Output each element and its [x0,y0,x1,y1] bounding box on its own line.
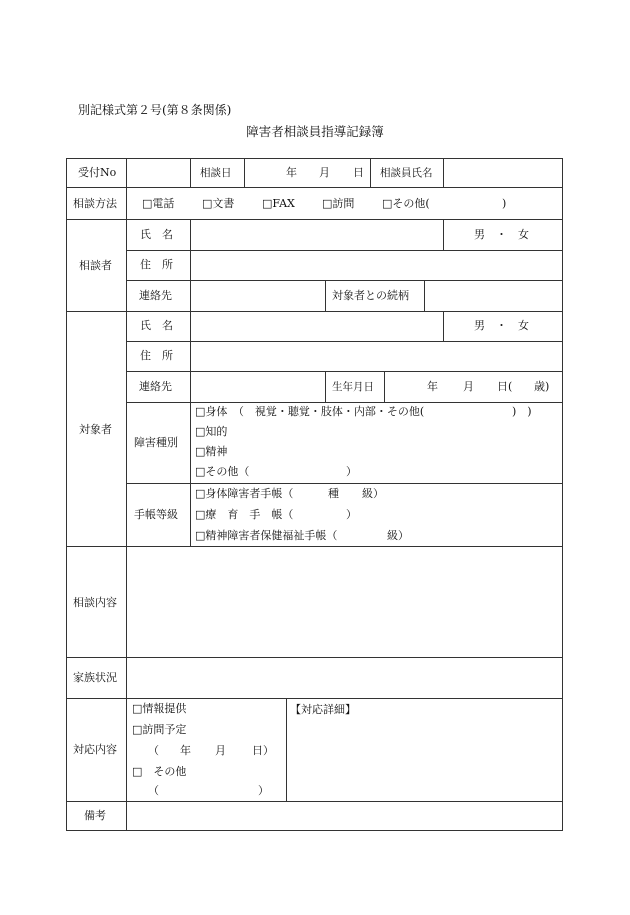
method-label: 相談方法 [73,197,117,210]
handbook-physical-checkbox[interactable]: □身体障害者手帳（ [195,487,294,500]
response-visit-month: 月 [215,744,226,757]
subject-name-label: 氏 名 [140,319,173,332]
consultant-name-label: 氏 名 [140,228,173,241]
consultant-section-label: 相談者 [79,259,112,272]
handbook-mental-grade: 級） [387,529,409,542]
response-other-checkbox[interactable]: □ その他 [132,765,187,778]
response-label: 対応内容 [73,743,117,756]
subject-birth-day: 日( [497,380,513,393]
content-field[interactable] [126,546,563,658]
response-other-paren-open: （ [148,784,159,797]
handbook-label: 手帳等級 [134,508,178,521]
counselor-name-field[interactable] [443,158,563,188]
subject-contact-label: 連絡先 [139,380,172,393]
reception-no-field[interactable] [126,158,191,188]
consult-date-year: 年 [286,166,297,179]
response-visit-checkbox[interactable]: □訪問予定 [132,723,187,736]
disability-intellectual-checkbox[interactable]: □知的 [195,425,228,438]
consult-date-day: 日 [353,166,364,179]
handbook-mental-checkbox[interactable]: □精神障害者保健福祉手帳（ [195,529,338,542]
subject-birth-label: 生年月日 [332,381,374,393]
response-visit-year: 年 [180,744,191,757]
form-reference: 別記様式第２号(第８条関係) [78,103,232,117]
response-visit-day: 日） [252,744,274,757]
content-label: 相談内容 [73,596,117,609]
method-phone-checkbox[interactable]: □電話 [142,197,175,210]
subject-address-label: 住 所 [140,349,173,362]
consultant-relation-label: 対象者との続柄 [332,289,409,302]
consult-date-month: 月 [319,166,330,179]
handbook-physical-type: 種 [328,487,339,500]
disability-other-checkbox[interactable]: □その他（ [195,465,250,478]
method-other-close: ) [502,197,507,210]
disability-physical-checkbox[interactable]: □身体 （ 視覚・聴覚・肢体・内部・その他( [195,405,425,418]
subject-contact-field[interactable] [190,371,326,403]
method-letter-checkbox[interactable]: □文書 [202,197,235,210]
family-label: 家族状況 [73,671,117,684]
subject-birth-year: 年 [427,380,438,393]
consultant-name-field[interactable] [190,219,444,251]
consultant-contact-label: 連絡先 [139,289,172,302]
consultant-contact-field[interactable] [190,280,326,312]
method-visit-checkbox[interactable]: □訪問 [322,197,355,210]
handbook-rehab-close: ） [346,508,357,521]
counselor-name-label: 相談員氏名 [380,167,433,179]
handbook-physical-grade: 級） [362,487,384,500]
disability-other-close: ） [346,465,357,478]
disability-physical-close: ) ) [512,405,532,418]
subject-name-field[interactable] [190,311,444,342]
response-details-label: 【対応詳細】 [290,703,356,716]
consultant-address-field[interactable] [190,250,563,281]
consult-date-label: 相談日 [200,167,232,179]
subject-gender: 男 ・ 女 [474,319,529,332]
response-other-paren-close: ） [258,784,269,797]
disability-label: 障害種別 [134,436,178,449]
method-other-checkbox[interactable]: □その他( [382,197,430,210]
subject-section-label: 対象者 [79,423,112,436]
disability-mental-checkbox[interactable]: □精神 [195,445,228,458]
handbook-rehab-checkbox[interactable]: □療 育 手 帳（ [195,508,294,521]
consultant-address-label: 住 所 [140,258,173,271]
response-info-checkbox[interactable]: □情報提供 [132,702,187,715]
subject-address-field[interactable] [190,341,563,372]
consult-date-field[interactable] [244,158,371,188]
reception-no-label: 受付No [78,166,117,179]
consultant-relation-field[interactable] [424,280,563,312]
remarks-field[interactable] [126,801,563,831]
method-fax-checkbox[interactable]: □FAX [262,197,295,210]
remarks-label: 備考 [84,809,106,822]
family-field[interactable] [126,657,563,699]
subject-birth-month: 月 [463,380,474,393]
form-title: 障害者相談員指導記録簿 [246,124,384,139]
consultant-gender: 男 ・ 女 [474,228,529,241]
response-visit-paren-open: （ [148,744,159,757]
subject-age: 歳) [534,380,550,393]
